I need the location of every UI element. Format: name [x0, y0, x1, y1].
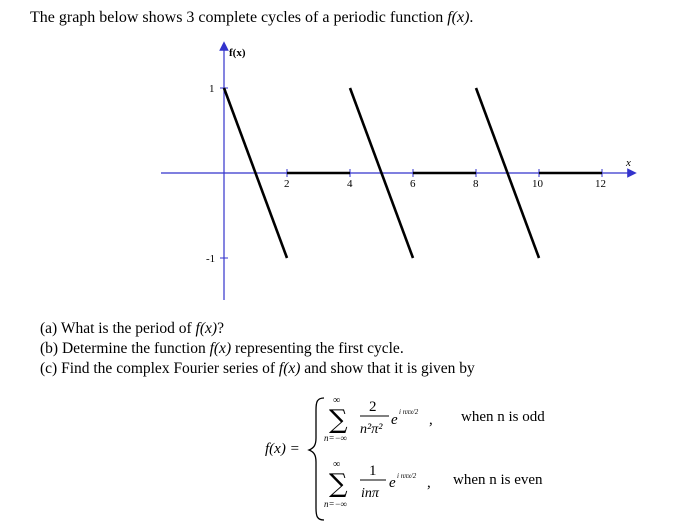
question-c: [40, 359, 475, 379]
formula-lhs: f(x) =: [265, 441, 300, 457]
question-label: (c): [40, 360, 62, 377]
case2-trail: ,: [427, 475, 431, 491]
intro-function: f(x): [447, 9, 470, 26]
case1-exp-base: e: [391, 412, 398, 428]
y-tick-label-neg1: -1: [206, 253, 216, 265]
x-tick-label-4: 4: [347, 178, 353, 190]
x-tick-label-10: 10: [532, 178, 543, 190]
question-text: Find the complex Fourier series of: [61, 360, 279, 377]
case2-denominator: inπ: [361, 486, 379, 501]
case2-sum-bottom: n=−∞: [324, 499, 348, 509]
question-text: Determine the function: [61, 340, 210, 357]
case2-sum-top: ∞: [333, 459, 341, 470]
inline-math: f(x): [209, 340, 232, 357]
case2-numerator: 1: [369, 463, 377, 479]
case1-sum-symbol: ∑: [329, 405, 348, 435]
question-text: ?: [217, 320, 224, 337]
x-tick-label-6: 6: [410, 178, 416, 190]
x-tick-label-8: 8: [473, 178, 479, 190]
question-text: What is the period of: [60, 320, 196, 337]
y-axis-label: f(x): [229, 47, 246, 59]
intro-text-after: .: [469, 9, 474, 26]
case2-condition: when n is even: [453, 472, 543, 488]
question-label: (a): [40, 320, 61, 337]
case1-sum-top: ∞: [333, 395, 341, 406]
question-list: [40, 319, 475, 379]
case2-exp-power: i nπx/2: [397, 472, 417, 480]
x-tick-label-12: 12: [595, 178, 606, 190]
case1-exp-power: i nπx/2: [399, 408, 419, 416]
case1-trail: ,: [429, 412, 433, 428]
x-tick-label-2: 2: [284, 178, 290, 190]
question-label: (b): [40, 340, 62, 357]
fourier-series-formula: [0, 390, 681, 527]
case1-numerator: 2: [369, 399, 377, 415]
case2-exp-base: e: [389, 475, 396, 491]
question-b: [40, 339, 475, 359]
x-axis-label: x: [626, 157, 631, 169]
case2-sum-symbol: ∑: [329, 469, 348, 499]
case1-condition: when n is odd: [461, 409, 545, 425]
formula-body: [0, 390, 681, 527]
inline-math: f(x): [278, 360, 301, 377]
question-a: [40, 319, 475, 339]
y-tick-label-1: 1: [209, 83, 215, 95]
case1-sum-bottom: n=−∞: [324, 433, 348, 443]
question-text: and show that it is given by: [300, 360, 475, 377]
case1-denominator: n²π²: [360, 422, 383, 437]
intro-text-before: The graph below shows 3 complete cycles of a periodic function: [30, 9, 448, 26]
left-brace: [309, 398, 324, 520]
question-text: representing the first cycle.: [231, 340, 404, 357]
inline-math: f(x): [195, 320, 218, 337]
